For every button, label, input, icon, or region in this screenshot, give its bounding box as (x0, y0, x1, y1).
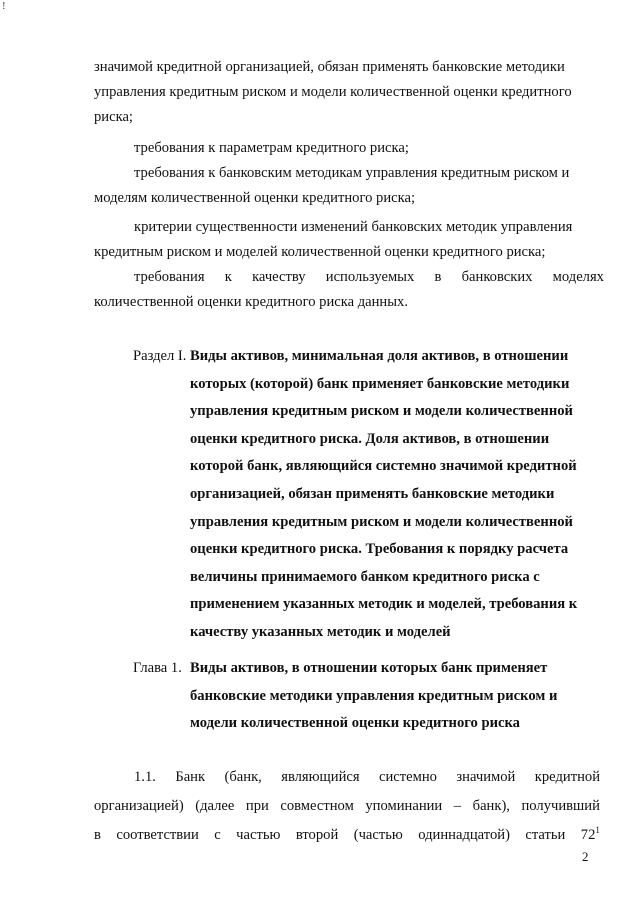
section-label: Раздел I. (133, 348, 187, 364)
list-item-justified-line (94, 265, 604, 290)
section-title-line: управления кредитным риском и модели количественной (190, 403, 573, 420)
word: второй (295, 827, 339, 843)
word: – (453, 798, 462, 814)
word: статьи (525, 827, 566, 843)
section-title-line: которой банк, являющийся системно значимой кредитной (190, 458, 577, 475)
list-item (94, 265, 604, 315)
list-item (94, 215, 599, 265)
word: упоминании (365, 798, 443, 814)
list-item (94, 161, 599, 211)
section-title-line: оценки кредитного риска. Доля активов, в отношении (190, 430, 550, 447)
word: банковских (461, 269, 533, 285)
word: Банк (175, 769, 206, 785)
word: в (434, 269, 442, 285)
word: частью (236, 827, 281, 843)
word: 1.1. (134, 769, 156, 785)
word: в (94, 827, 101, 843)
chapter-title-line: Виды активов, в отношении которых банк применяет (190, 660, 548, 676)
list-item-text: моделям количественной оценки кредитного риска; (94, 190, 416, 206)
word: получивший (521, 798, 600, 814)
list-item-text: критерии существенности изменений банковских методик управления (134, 219, 573, 235)
section-title-line: организацией, обязан применять банковские методики (190, 485, 555, 502)
word: моделях (552, 269, 604, 285)
list-item (94, 136, 599, 161)
section-title-line: величины принимаемого банком кредитного риска с (190, 568, 540, 585)
list-item-text: количественной оценки кредитного риска данных. (94, 294, 408, 310)
section-title-line: Виды активов, минимальная доля активов, в отношении (190, 348, 569, 364)
scan-edge-mark: ! (2, 0, 6, 12)
intro-line (94, 80, 599, 105)
word: с (214, 827, 221, 843)
intro-line-text: риска; (94, 109, 133, 125)
word: совместном (280, 798, 354, 814)
word: 72 (580, 827, 596, 843)
word: (частью (353, 827, 403, 843)
word: (далее (195, 798, 235, 814)
word: качеству (252, 269, 306, 285)
paragraph-line (94, 792, 600, 821)
intro-line (94, 55, 599, 80)
word: системно (379, 769, 437, 785)
section-title-line: управления кредитным риском и модели количественной (190, 513, 573, 530)
section-title (190, 343, 602, 647)
chapter-label: Глава 1. (133, 660, 182, 676)
paragraph-1-1 (94, 763, 600, 850)
word: соответствии (116, 827, 199, 843)
list-item-text: кредитным риском и моделей количественной оценки кредитного риска; (94, 244, 546, 260)
chapter-title-line: модели количественной оценки кредитного риска (190, 715, 520, 731)
paragraph-line (94, 763, 600, 792)
word: одиннадцатой) (418, 827, 510, 843)
page-number: 2 (582, 849, 589, 864)
word: при (245, 798, 269, 814)
intro-line (94, 105, 599, 130)
chapter-title-line: банковские методики управления кредитным риском и (190, 687, 558, 704)
section-title-line: которых (которой) банк применяет банковские методики (190, 375, 570, 392)
list-item-text: требования к банковским методикам управления кредитным риском и (134, 165, 570, 181)
section-title-line: применением указанных методик и моделей, требования к (190, 596, 578, 613)
section-title-line: качеству указанных методик и моделей (190, 623, 451, 640)
word: значимой (456, 769, 516, 785)
chapter-title (190, 655, 602, 738)
word: являющийся (281, 769, 360, 785)
word: организацией) (94, 798, 184, 814)
paragraph-line (94, 821, 600, 850)
intro-paragraph (94, 55, 599, 130)
intro-line-text: значимой кредитной организацией, обязан применять банковские методики (94, 59, 565, 75)
word: требования (134, 269, 205, 285)
word: банк), (472, 798, 510, 814)
footnote-marker[interactable]: 1 (595, 825, 600, 836)
word: используемых (325, 269, 415, 285)
word: кредитной (534, 769, 600, 785)
word: к (224, 269, 232, 285)
section-title-line: оценки кредитного риска. Требования к порядку расчета (190, 541, 569, 558)
intro-line-text: управления кредитным риском и модели количественной оценки кредитного (94, 84, 572, 100)
word: (банк, (224, 769, 262, 785)
article-number (581, 821, 600, 850)
list-item-text: требования к параметрам кредитного риска; (134, 140, 409, 156)
